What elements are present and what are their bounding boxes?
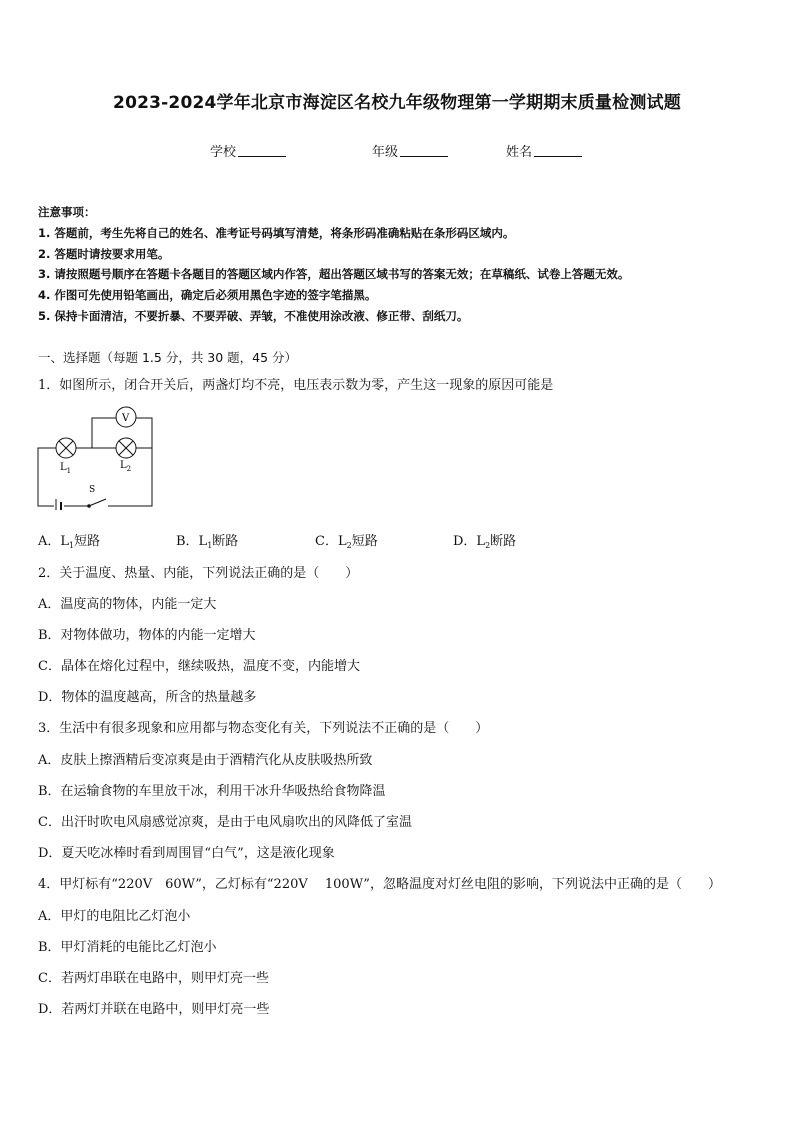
q3-option-d: D．夏天吃冰棒时看到周围冒“白气”，这是液化现象 — [38, 846, 335, 861]
q4-option-b: B．甲灯消耗的电能比乙灯泡小 — [38, 940, 217, 955]
lamp-l1-label: $L_1$ — [60, 462, 72, 475]
question-4-stem: 4．甲灯标有“220V 60W”，乙灯标有“220V 100W”，忽略温度对灯丝电阻的影响，下列说法中正确的是（ ） — [38, 877, 721, 892]
q4-option-d: D．若两灯并联在电路中，则甲灯亮一些 — [38, 1002, 270, 1017]
name-field — [506, 141, 582, 160]
q2-option-a: A．温度高的物体，内能一定大 — [38, 597, 217, 612]
question-2-stem: 2．关于温度、热量、内能，下列说法正确的是（ ） — [38, 566, 359, 581]
q3-option-b: B．在运输食物的车里放干冰，利用干冰升华吸热给食物降温 — [38, 784, 386, 799]
q1-option-a: A．$L_1$短路 — [38, 534, 101, 550]
notice-heading: 注意事项： — [38, 205, 96, 219]
grade-label: 年级 — [372, 145, 399, 160]
school-label: 学校 — [210, 145, 237, 160]
q2-option-d: D．物体的温度越高，所含的热量越多 — [38, 690, 257, 705]
q3-option-a: A．皮肤上擦酒精后变凉爽是由于酒精汽化从皮肤吸热所致 — [38, 753, 373, 768]
notice-item: 1. 答题前，考生先将自己的姓名、准考证号码填写清楚，将条形码准确粘贴在条形码区域内。 — [38, 226, 515, 240]
section-heading: 一、选择题（每题 1.5 分，共 30 题，45 分） — [38, 350, 298, 365]
name-label: 姓名 — [506, 145, 533, 160]
q1-option-c: C．$L_2$短路 — [315, 534, 378, 550]
lamp-l2-label: $L_2$ — [120, 460, 132, 473]
grade-blank — [400, 144, 448, 157]
q1-option-d: D．$L_2$断路 — [453, 534, 517, 550]
name-blank — [534, 144, 582, 157]
question-3-stem: 3．生活中有很多现象和应用都与物态变化有关，下列说法不正确的是（ ） — [38, 721, 489, 736]
q3-option-c: C．出汗时吹电风扇感觉凉爽，是由于电风扇吹出的风降低了室温 — [38, 815, 412, 830]
school-blank — [238, 144, 286, 157]
notice-item: 4. 作图可先使用铅笔画出，确定后必须用黑色字迹的签字笔描黑。 — [38, 288, 377, 302]
q4-option-a: A．甲灯的电阻比乙灯泡小 — [38, 909, 191, 924]
q2-option-c: C．晶体在熔化过程中，继续吸热，温度不变，内能增大 — [38, 659, 360, 674]
school-field — [210, 141, 286, 160]
notice-item: 3. 请按照题号顺序在答题卡各题目的答题区域内作答，超出答题区域书写的答案无效；在草稿纸、试卷上答题无效。 — [38, 267, 630, 281]
switch-label: S — [89, 485, 96, 495]
circuit-outer-wire — [38, 448, 152, 506]
question-1-stem: 1．如图所示，闭合开关后，两盏灯均不亮，电压表示数为零，产生这一现象的原因可能是 — [38, 378, 554, 393]
grade-field — [372, 141, 448, 160]
notice-item: 5. 保持卡面清洁，不要折暴、不要弄破、弄皱，不准使用涂改液、修正带、刮纸刀。 — [38, 309, 469, 323]
page-title: 2023-2024学年北京市海淀区名校九年级物理第一学期期末质量检测试题 — [113, 93, 681, 113]
notice-item: 2. 答题时请按要求用笔。 — [38, 247, 170, 261]
q1-option-b: B．$L_1$断路 — [176, 534, 239, 550]
circuit-diagram — [36, 404, 160, 510]
voltmeter-label: V — [122, 413, 130, 424]
q2-option-b: B．对物体做功，物体的内能一定增大 — [38, 628, 256, 643]
q4-option-c: C．若两灯串联在电路中，则甲灯亮一些 — [38, 971, 269, 986]
